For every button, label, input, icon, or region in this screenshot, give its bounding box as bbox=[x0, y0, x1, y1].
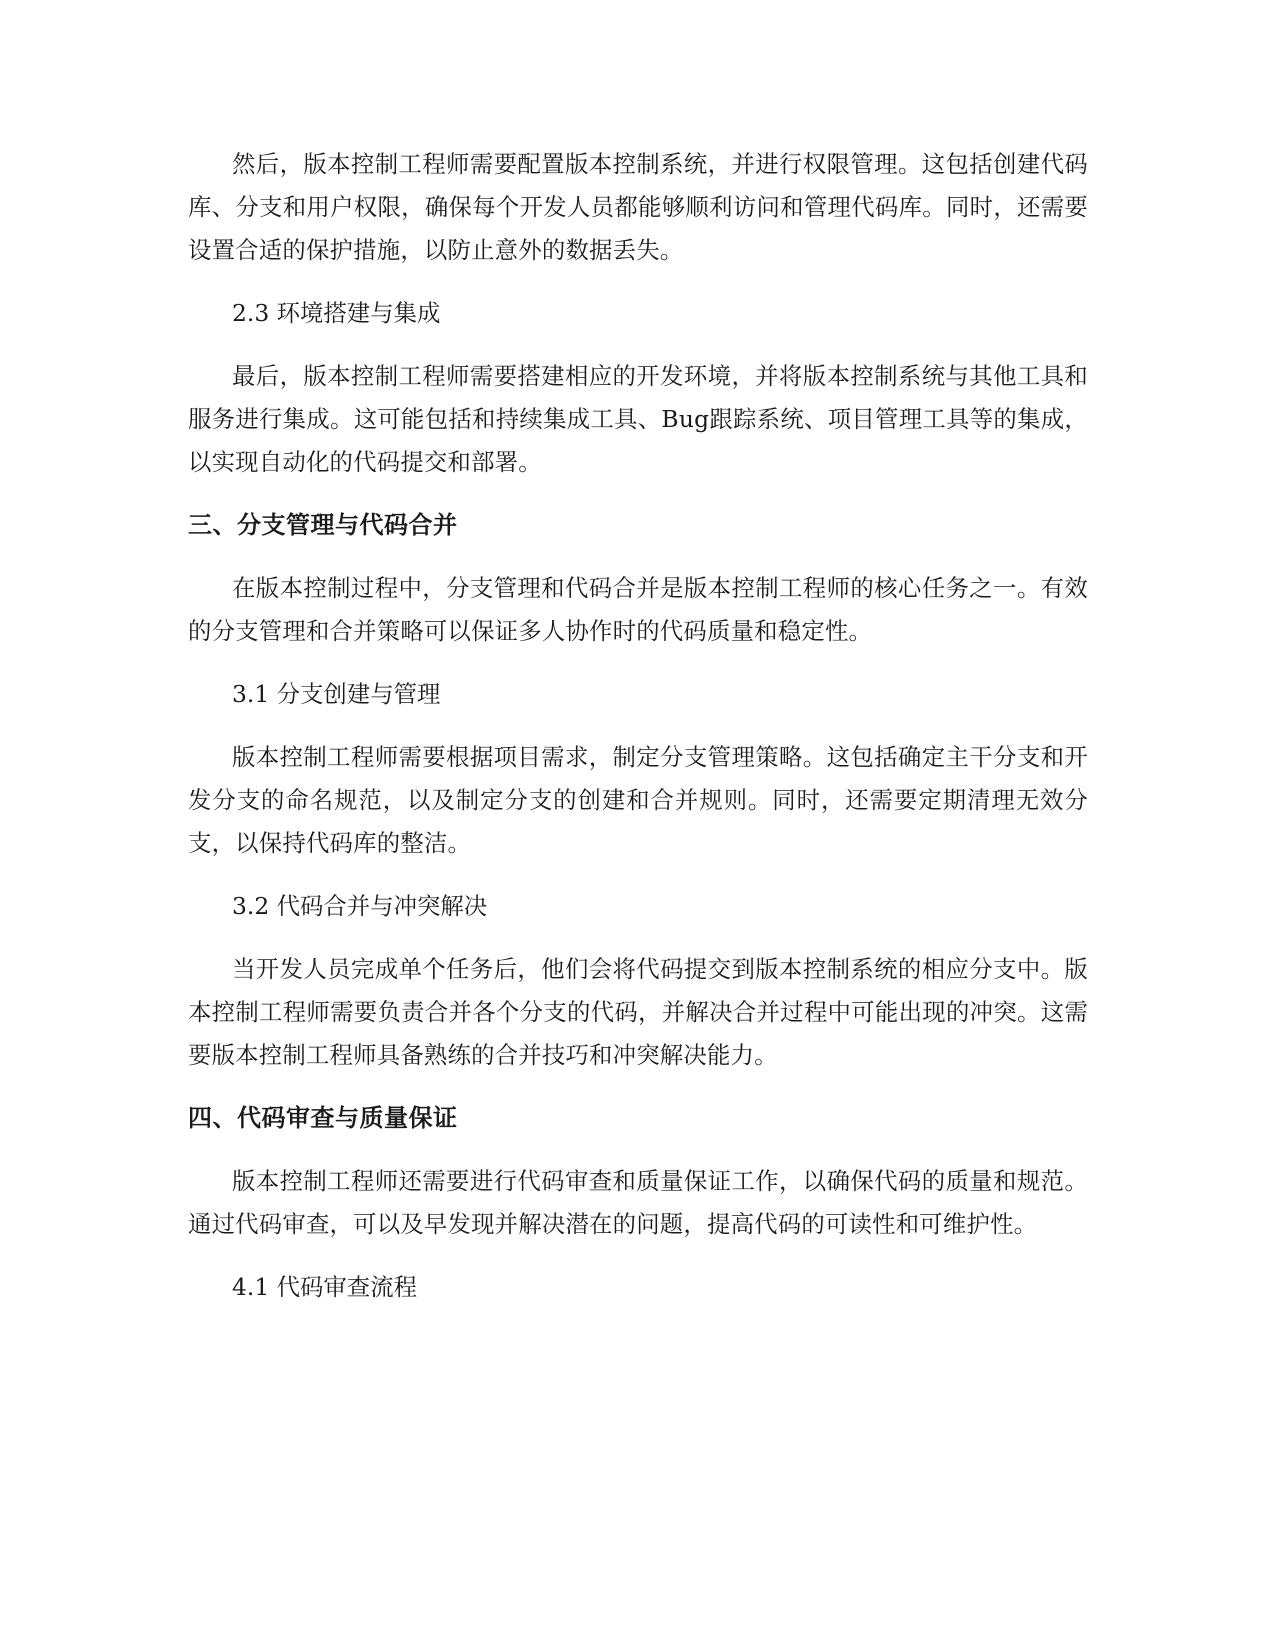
paragraph-branch-intro: 在版本控制过程中，分支管理和代码合并是版本控制工程师的核心任务之一。有效的分支管理和合并策略可以保证多人协作时的代码质量和稳定性。 bbox=[188, 574, 1088, 645]
paragraph-environment-integration: 最后，版本控制工程师需要搭建相应的开发环境，并将版本控制系统与其他工具和服务进行集成。这可能包括和持续集成工具、Bug跟踪系统、项目管理工具等的集成，以实现自动化的代码提交和部署。 bbox=[188, 362, 1088, 476]
subheading-3-1: 3.1 分支创建与管理 bbox=[232, 680, 441, 708]
document-body bbox=[188, 143, 1088, 1329]
subheading-2-3: 2.3 环境搭建与集成 bbox=[232, 299, 441, 327]
paragraph-branch-strategy: 版本控制工程师需要根据项目需求，制定分支管理策略。这包括确定主干分支和开发分支的命名规范，以及制定分支的创建和合并规则。同时，还需要定期清理无效分支，以保持代码库的整洁。 bbox=[188, 743, 1088, 857]
section-heading-3: 三、分支管理与代码合并 bbox=[188, 511, 458, 539]
paragraph-config-permissions: 然后，版本控制工程师需要配置版本控制系统，并进行权限管理。这包括创建代码库、分支和用户权限，确保每个开发人员都能够顺利访问和管理代码库。同时，还需要设置合适的保护措施，以防止意外的数据丢失。 bbox=[188, 150, 1088, 264]
paragraph-code-review: 版本控制工程师还需要进行代码审查和质量保证工作，以确保代码的质量和规范。通过代码审查，可以及早发现并解决潜在的问题，提高代码的可读性和可维护性。 bbox=[188, 1167, 1088, 1238]
subheading-3-2: 3.2 代码合并与冲突解决 bbox=[232, 892, 488, 920]
paragraph-merge-conflicts: 当开发人员完成单个任务后，他们会将代码提交到版本控制系统的相应分支中。版本控制工程师需要负责合并各个分支的代码，并解决合并过程中可能出现的冲突。这需要版本控制工程师具备熟练的合并技巧和冲突解决能力。 bbox=[188, 955, 1088, 1069]
section-heading-4: 四、代码审查与质量保证 bbox=[188, 1104, 458, 1132]
subheading-4-1: 4.1 代码审查流程 bbox=[232, 1273, 417, 1301]
